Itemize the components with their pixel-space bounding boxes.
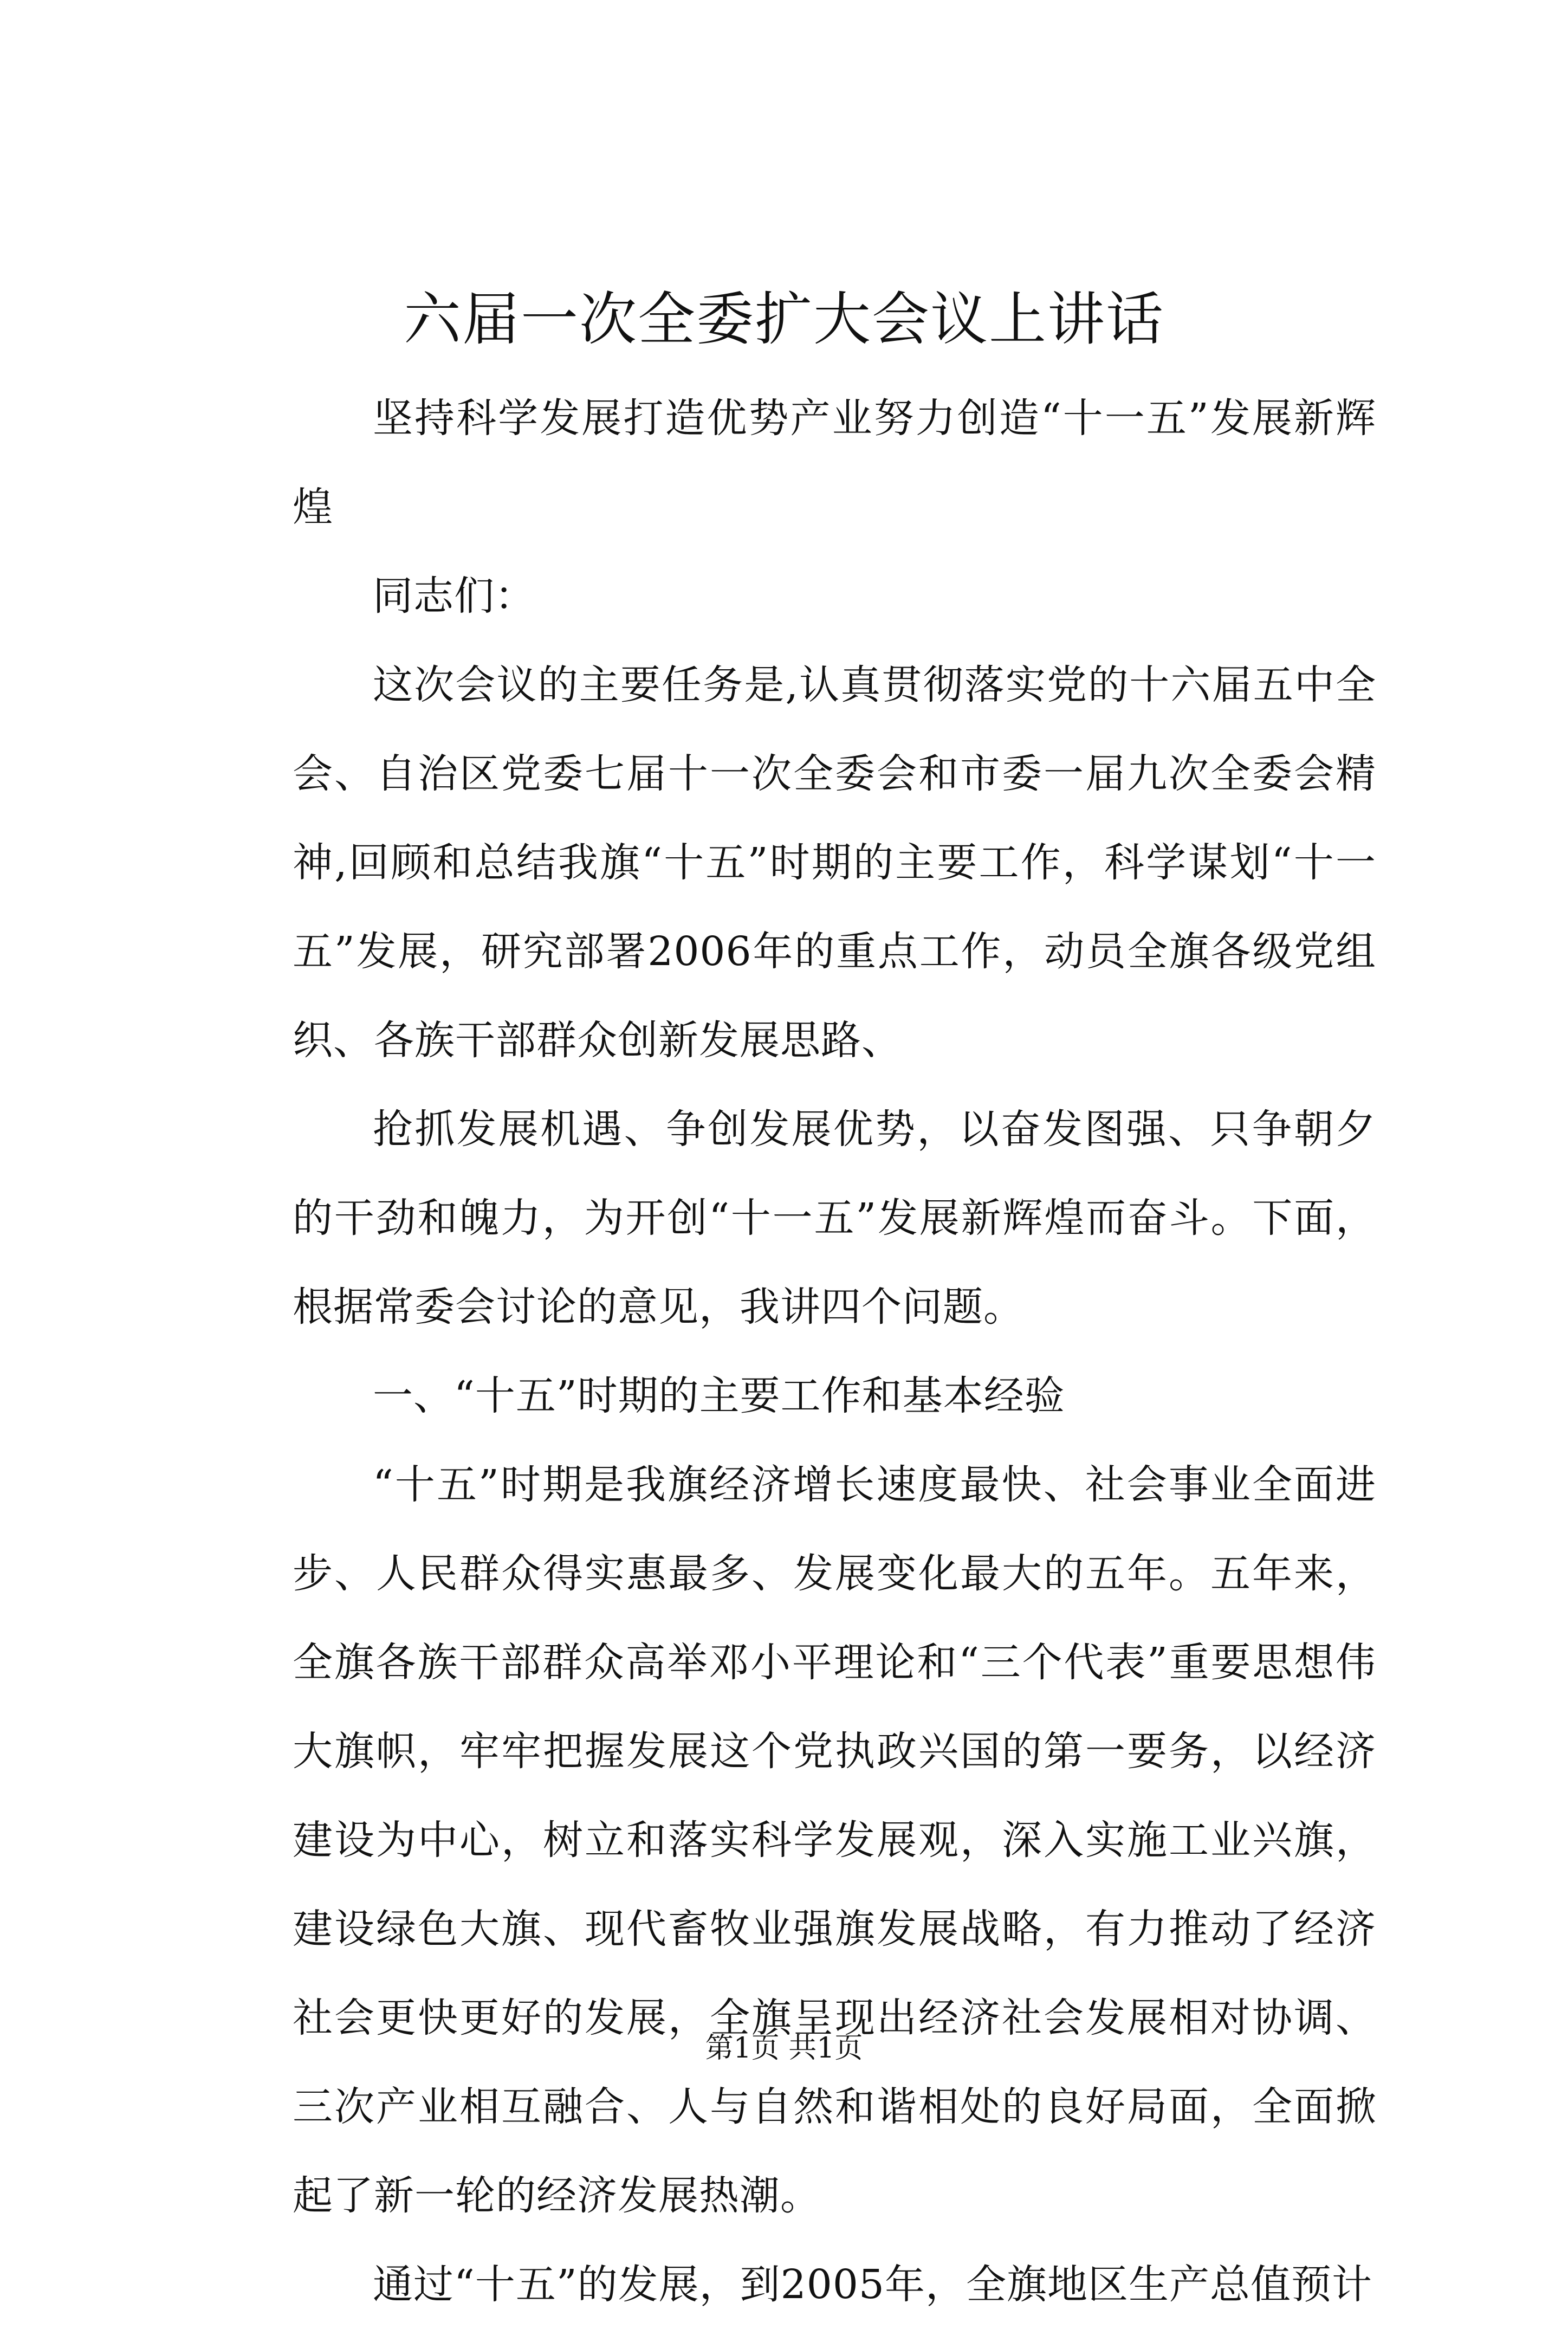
document-title: 六届一次全委扩大会议上讲话 <box>404 286 1164 353</box>
body-paragraph: “十五”时期是我旗经济增长速度最快、社会事业全面进步、人民群众得实惠最多、发展变化最大的五年。五年来，全旗各族干部群众高举邓小平理论和“三个代表”重要思想伟大旗帜，牢牢把握发展这个党执政兴国的第一要务，以经济建设为中心，树立和落实科学发展观，深入实施工业兴旗，建设绿色大旗、现代畜牧业强旗发展战略，有力推动了经济社会更快更好的发展，全旗呈现出经济社会发展相对协调、三次产业相互融合、人与自然和谐相处的良好局面，全面掀起了新一轮的经济发展热潮。 <box>293 1461 1376 2219</box>
salutation-paragraph: 同志们： <box>373 573 535 619</box>
body-paragraph: 这次会议的主要任务是,认真贯彻落实党的十六届五中全会、自治区党委七届十一次全委会和市委一届九次全委会精神,回顾和总结我旗“十五”时期的主要工作，科学谋划“十一五”发展，研究部署2006年的重点工作，动员全旗各级党组织、各族干部群众创新发展思路、 <box>293 662 1376 1064</box>
body-paragraph: 抢抓发展机遇、争创发展优势，以奋发图强、只争朝夕的干劲和魄力，为开创“十一五”发展新辉煌而奋斗。下面，根据常委会讨论的意见，我讲四个问题。 <box>293 1106 1376 1330</box>
page-footer: 第1页 共1页 <box>705 2032 863 2065</box>
body-paragraph: 通过“十五”的发展，到2005年，全旗地区生产总值预计 <box>373 2261 1372 2308</box>
subtitle-paragraph: 坚持科学发展打造优势产业努力创造“十一五”发展新辉煌 <box>293 395 1376 531</box>
section-heading: 一、“十五”时期的主要工作和基本经验 <box>373 1373 1065 1419</box>
